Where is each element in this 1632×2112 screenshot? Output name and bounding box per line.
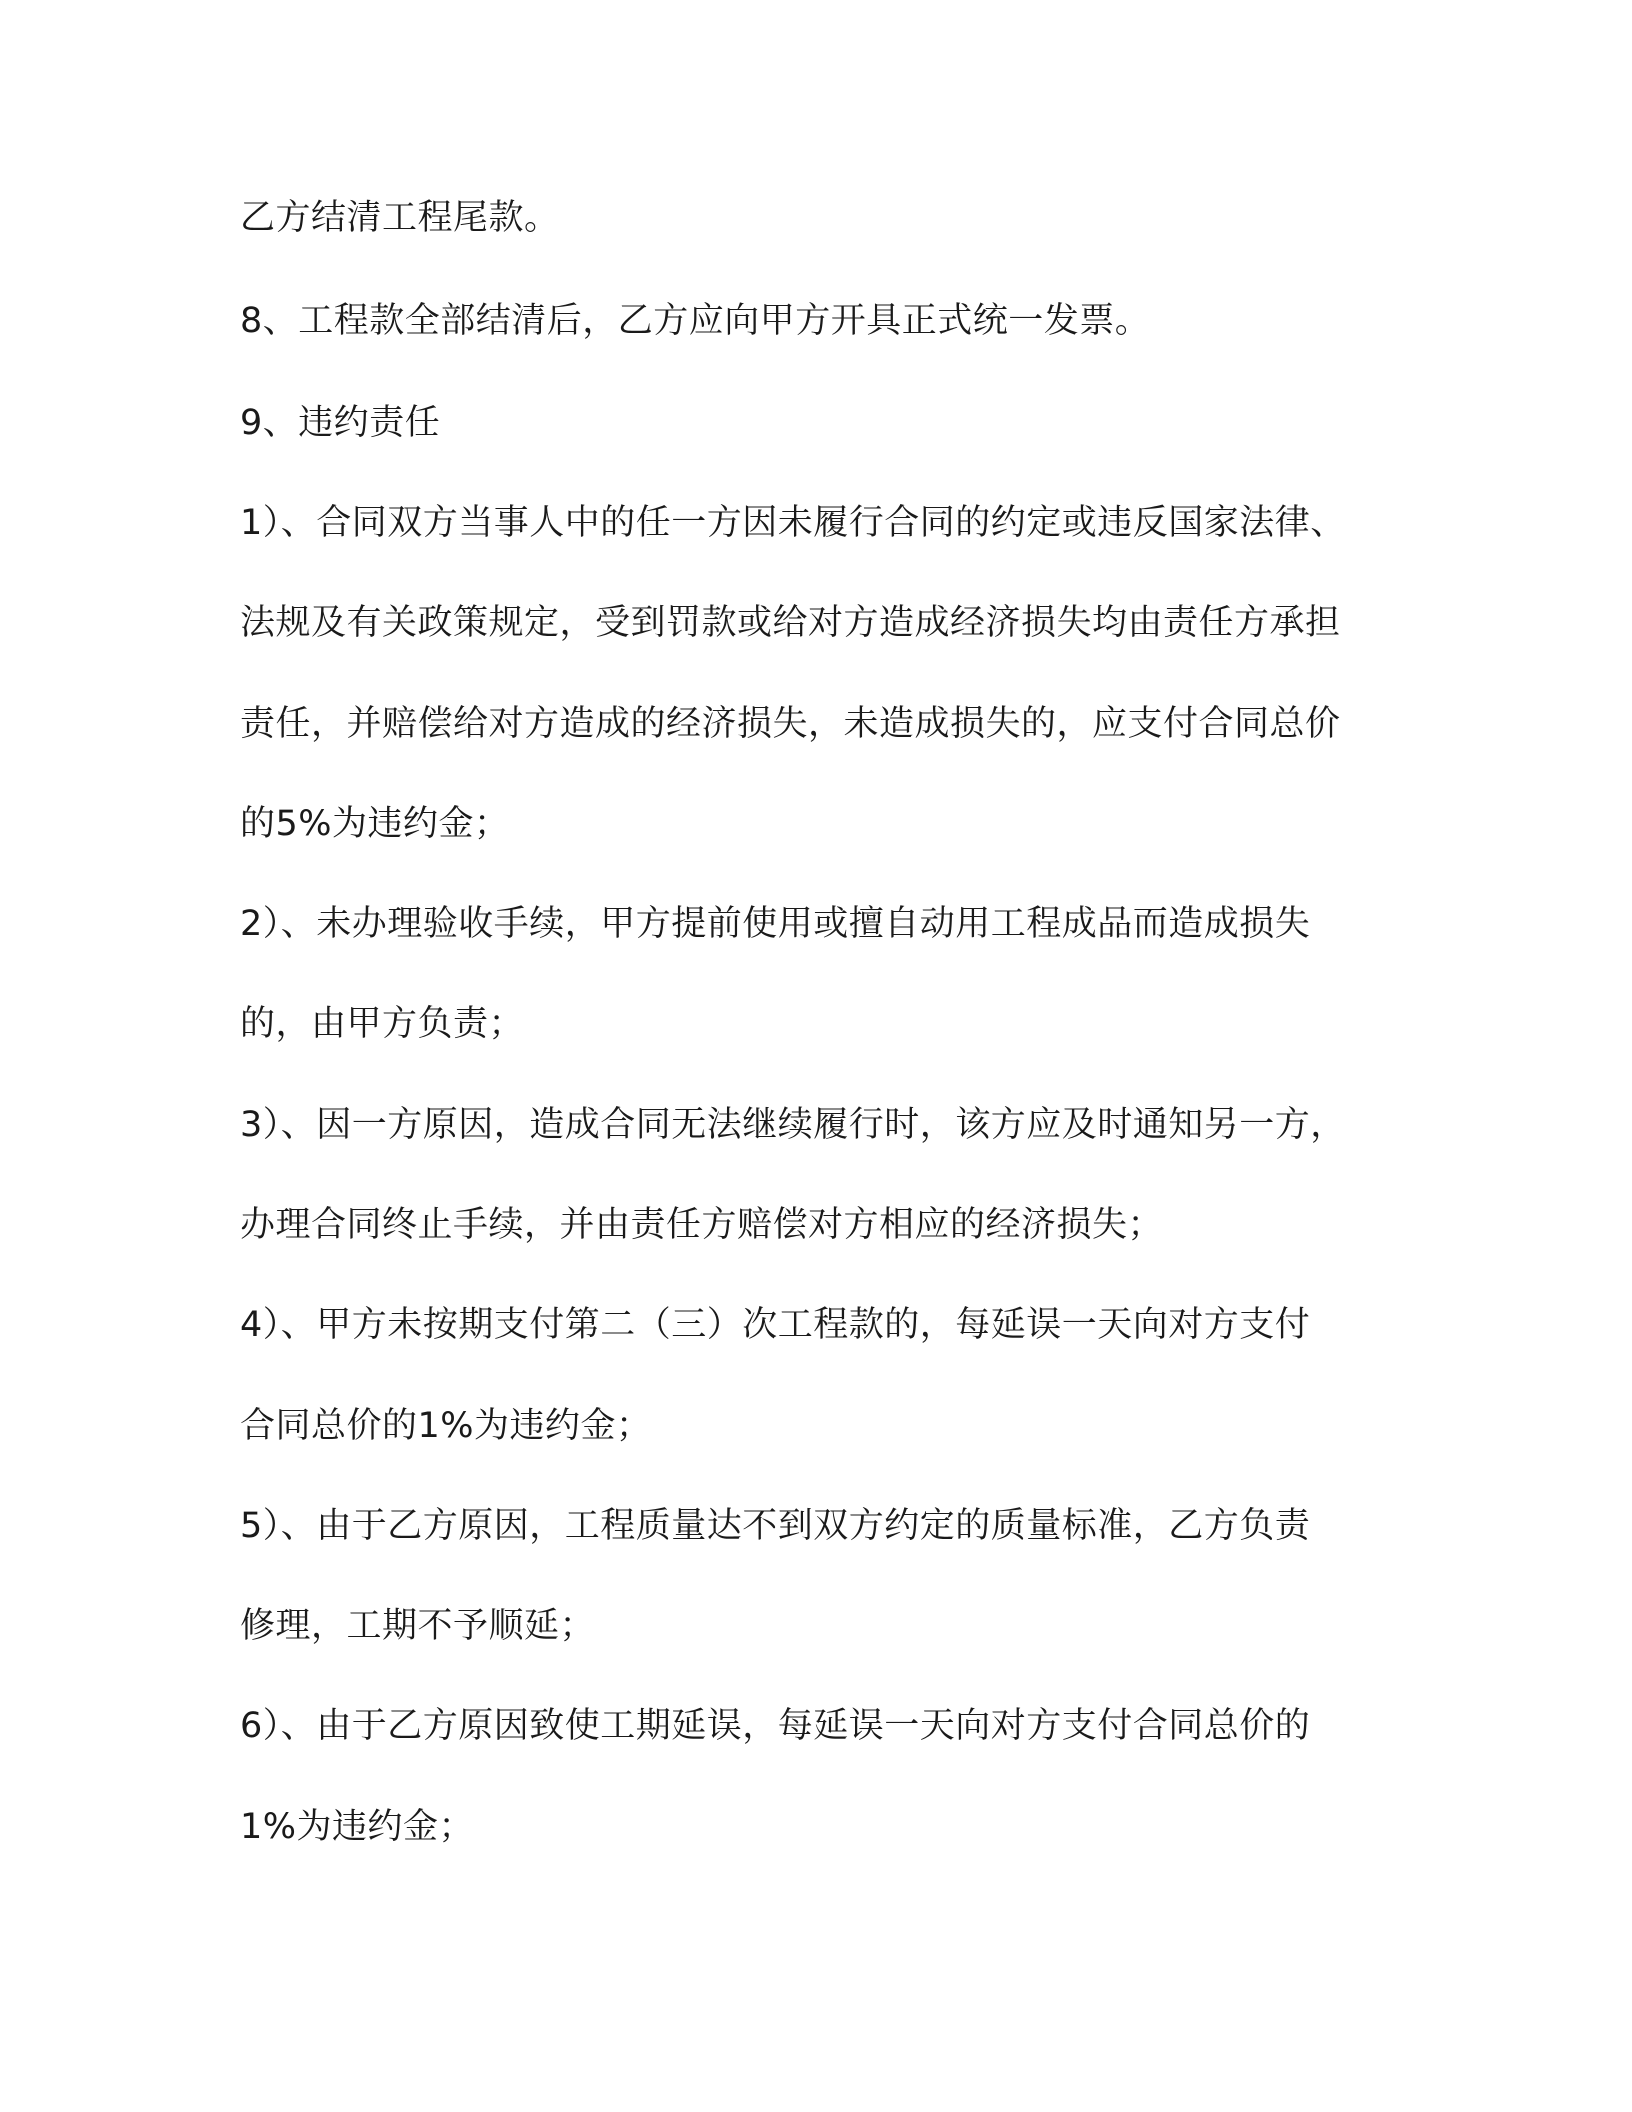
section-heading: 9、违约责任	[240, 403, 441, 443]
text-line: 的5%为违约金；	[240, 804, 510, 844]
text-line: 法规及有关政策规定，受到罚款或给对方造成经济损失均由责任方承担	[240, 603, 1341, 643]
text-line: 1）、合同双方当事人中的任一方因未履行合同的约定或违反国家法律、	[240, 503, 1346, 543]
text-line: 修理，工期不予顺延；	[240, 1606, 596, 1646]
text-line: 5）、由于乙方原因，工程质量达不到双方约定的质量标准，乙方负责	[240, 1506, 1311, 1546]
text-line: 的，由甲方负责；	[240, 1004, 525, 1044]
text-line: 责任，并赔偿给对方造成的经济损失，未造成损失的，应支付合同总价	[240, 704, 1341, 744]
text-line: 2）、未办理验收手续，甲方提前使用或擅自动用工程成品而造成损失	[240, 904, 1311, 944]
text-line: 3）、因一方原因，造成合同无法继续履行时，该方应及时通知另一方，	[240, 1105, 1346, 1145]
text-line: 合同总价的1%为违约金；	[240, 1406, 652, 1446]
text-line: 办理合同终止手续，并由责任方赔偿对方相应的经济损失；	[240, 1205, 1164, 1245]
text-line: 乙方结清工程尾款。	[240, 198, 560, 238]
text-line: 1%为违约金；	[240, 1807, 475, 1847]
text-line: 4）、甲方未按期支付第二（三）次工程款的，每延误一天向对方支付	[240, 1305, 1311, 1345]
text-line: 8、工程款全部结清后，乙方应向甲方开具正式统一发票。	[240, 301, 1151, 341]
text-line: 6）、由于乙方原因致使工期延误，每延误一天向对方支付合同总价的	[240, 1706, 1311, 1746]
